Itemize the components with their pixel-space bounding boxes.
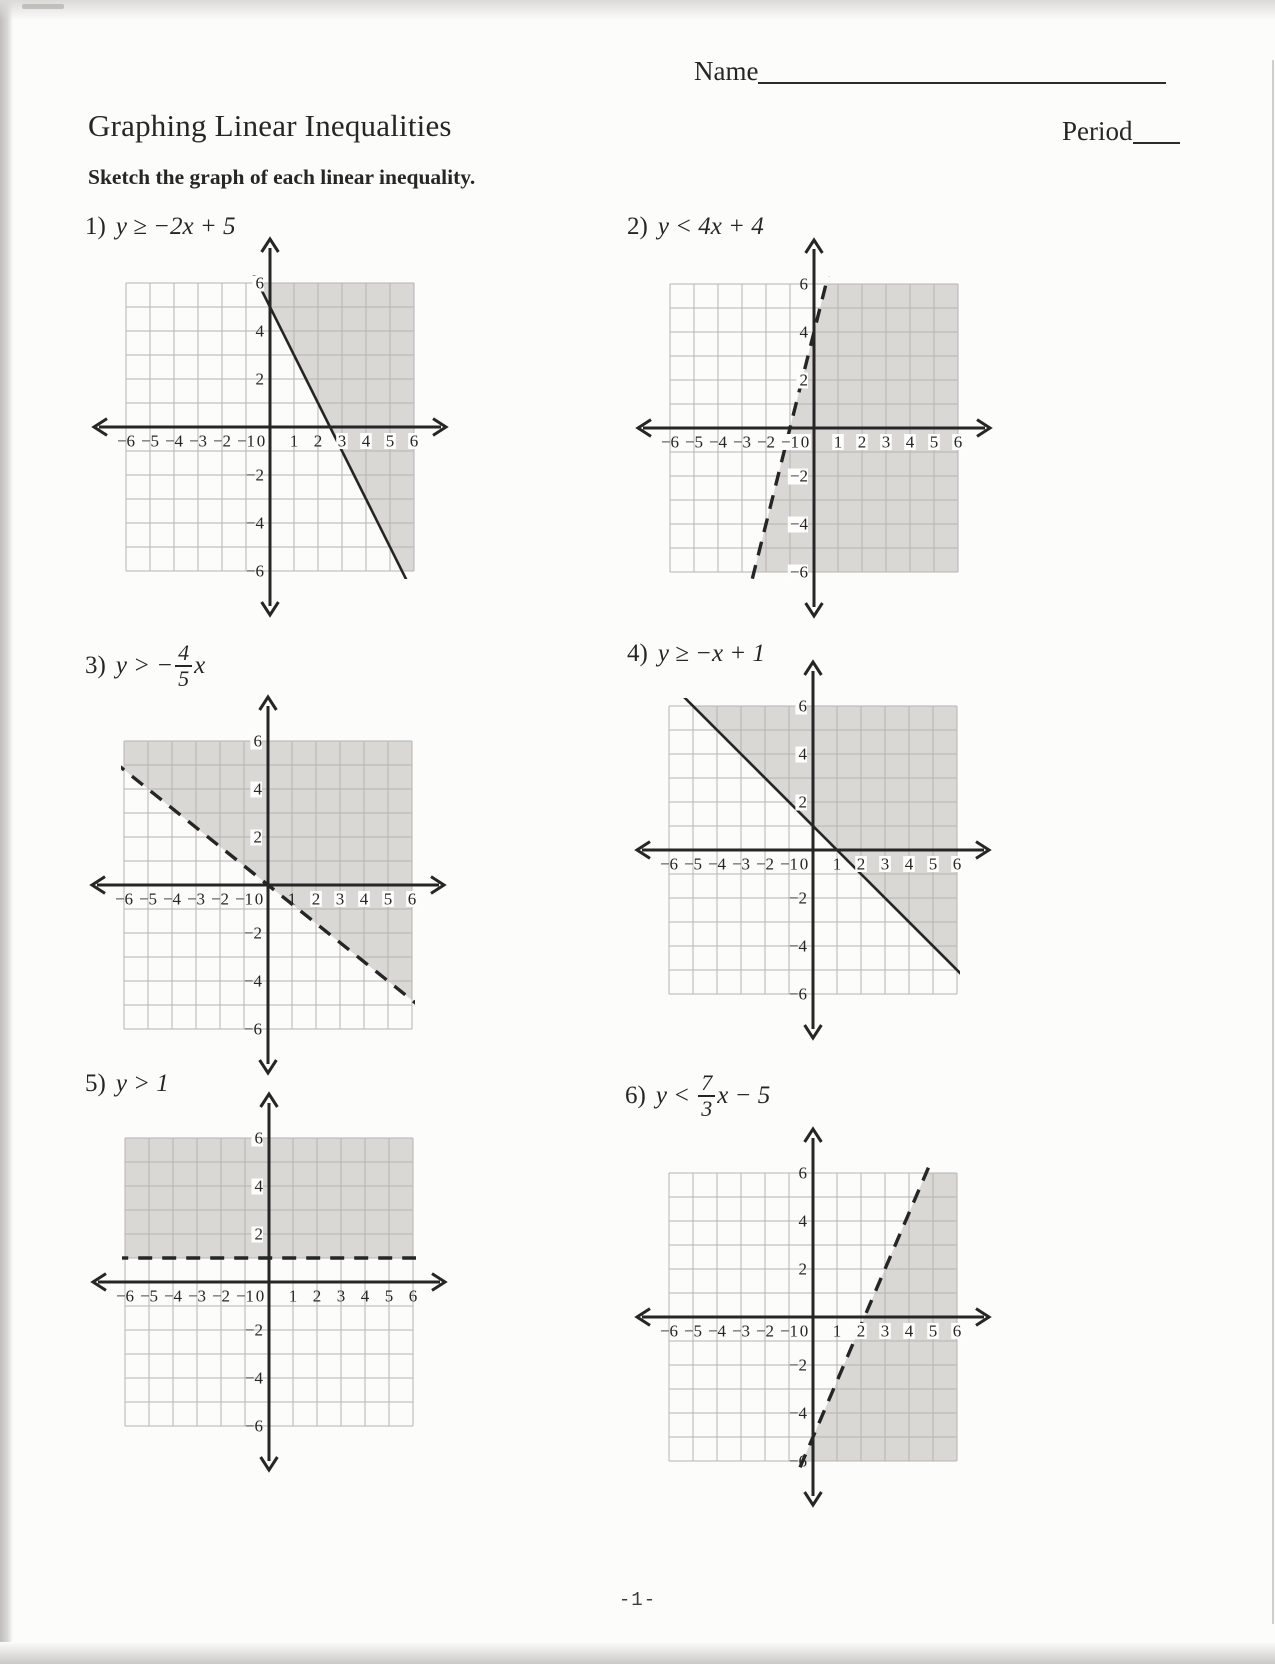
svg-text:−5: −5 <box>140 431 160 451</box>
period-field <box>1062 116 1180 147</box>
svg-text:4: 4 <box>798 1211 807 1231</box>
svg-text:2: 2 <box>798 1259 807 1279</box>
svg-text:−3: −3 <box>186 889 206 909</box>
svg-text:4: 4 <box>904 854 914 874</box>
svg-text:2: 2 <box>856 1321 866 1341</box>
svg-text:−6: −6 <box>788 1451 807 1471</box>
svg-text:−1: −1 <box>235 1286 255 1306</box>
svg-text:5: 5 <box>929 432 939 452</box>
svg-text:2: 2 <box>313 431 323 451</box>
fraction: $\frac{4}{5}$ <box>175 641 192 691</box>
svg-text:6: 6 <box>799 274 808 294</box>
equation: y ≥ −2x + 5 <box>115 213 236 240</box>
name-label: Name <box>694 56 759 86</box>
svg-text:0: 0 <box>254 889 264 909</box>
svg-text:1: 1 <box>832 1321 842 1341</box>
svg-text:−5: −5 <box>683 854 703 874</box>
scan-corner-mark <box>22 4 64 9</box>
svg-text:−2: −2 <box>212 431 232 451</box>
svg-text:−3: −3 <box>732 432 752 452</box>
svg-text:−4: −4 <box>789 514 808 534</box>
svg-text:−6: −6 <box>659 854 679 874</box>
svg-text:−2: −2 <box>755 1321 775 1341</box>
svg-text:−2: −2 <box>245 465 264 485</box>
svg-text:6: 6 <box>798 696 807 716</box>
svg-text:−6: −6 <box>244 1416 263 1436</box>
scan-edge-top <box>0 0 1275 20</box>
svg-text:−6: −6 <box>659 1321 679 1341</box>
svg-text:3: 3 <box>335 889 345 909</box>
svg-text:−1: −1 <box>779 854 799 874</box>
svg-text:6: 6 <box>254 1128 263 1148</box>
graph-4 <box>633 658 993 1042</box>
svg-text:1: 1 <box>288 1286 298 1306</box>
svg-text:−2: −2 <box>211 1286 231 1306</box>
svg-text:2: 2 <box>857 432 867 452</box>
period-blank-line <box>1133 142 1180 144</box>
svg-text:5: 5 <box>385 431 395 451</box>
equation: y > − $\frac{4}{5}$ x <box>115 640 206 691</box>
svg-text:3: 3 <box>880 1321 890 1341</box>
svg-text:−2: −2 <box>210 889 230 909</box>
svg-text:−4: −4 <box>243 971 262 991</box>
svg-text:−4: −4 <box>244 1368 263 1388</box>
svg-text:4: 4 <box>799 322 808 342</box>
svg-text:−3: −3 <box>731 854 751 874</box>
svg-text:0: 0 <box>799 854 809 874</box>
svg-text:−2: −2 <box>755 854 775 874</box>
svg-text:5: 5 <box>928 854 938 874</box>
svg-text:3: 3 <box>336 1286 346 1306</box>
svg-text:3: 3 <box>337 431 347 451</box>
svg-text:−4: −4 <box>162 889 182 909</box>
svg-text:−4: −4 <box>707 854 727 874</box>
svg-text:6: 6 <box>953 432 963 452</box>
problem-number: 5) <box>85 1070 106 1097</box>
equation: y < $\frac{7}{3}$ x − 5 <box>655 1070 771 1121</box>
svg-text:−1: −1 <box>780 432 800 452</box>
name-blank-line <box>758 82 1166 84</box>
svg-text:4: 4 <box>253 779 262 799</box>
svg-text:−2: −2 <box>788 1355 807 1375</box>
graph-2 <box>634 236 994 620</box>
svg-text:6: 6 <box>409 431 419 451</box>
svg-text:−6: −6 <box>245 561 264 581</box>
svg-text:6: 6 <box>408 1286 418 1306</box>
svg-text:0: 0 <box>256 431 266 451</box>
svg-text:−2: −2 <box>756 432 776 452</box>
svg-text:−4: −4 <box>708 432 728 452</box>
graph-1 <box>90 235 450 619</box>
svg-text:−5: −5 <box>138 889 158 909</box>
svg-text:4: 4 <box>255 321 264 341</box>
svg-text:3: 3 <box>880 854 890 874</box>
svg-text:−5: −5 <box>684 432 704 452</box>
svg-text:−6: −6 <box>660 432 680 452</box>
svg-text:−1: −1 <box>779 1321 799 1341</box>
svg-text:5: 5 <box>928 1321 938 1341</box>
name-field <box>694 56 1166 87</box>
svg-text:−2: −2 <box>243 923 262 943</box>
svg-text:1: 1 <box>833 432 843 452</box>
svg-text:−6: −6 <box>114 889 134 909</box>
svg-text:2: 2 <box>254 1224 263 1244</box>
svg-text:−3: −3 <box>731 1321 751 1341</box>
svg-text:4: 4 <box>359 889 369 909</box>
problem-number: 1) <box>85 213 106 240</box>
page-number: -1- <box>618 1589 657 1611</box>
svg-text:0: 0 <box>800 432 810 452</box>
instructions: Sketch the graph of each linear inequality. <box>88 165 476 189</box>
graph-5 <box>89 1090 449 1474</box>
svg-text:−2: −2 <box>788 888 807 908</box>
svg-text:5: 5 <box>383 889 393 909</box>
svg-text:−2: −2 <box>789 466 808 486</box>
svg-text:−3: −3 <box>187 1286 207 1306</box>
svg-text:−4: −4 <box>788 936 807 956</box>
svg-text:−2: −2 <box>244 1320 263 1340</box>
svg-text:6: 6 <box>952 1321 962 1341</box>
equation: y ≥ −x + 1 <box>657 640 765 667</box>
svg-text:1: 1 <box>289 431 299 451</box>
svg-text:−1: −1 <box>234 889 254 909</box>
page-title: Graphing Linear Inequalities <box>88 108 452 143</box>
scan-edge-left <box>0 0 13 1642</box>
svg-text:4: 4 <box>904 1321 914 1341</box>
svg-text:−6: −6 <box>243 1019 262 1039</box>
graph-3 <box>88 693 448 1077</box>
problem-number: 2) <box>627 213 648 240</box>
svg-text:−4: −4 <box>163 1286 183 1306</box>
svg-text:−6: −6 <box>116 431 136 451</box>
svg-text:−4: −4 <box>164 431 184 451</box>
svg-text:6: 6 <box>407 889 417 909</box>
svg-text:2: 2 <box>798 792 807 812</box>
svg-text:−5: −5 <box>683 1321 703 1341</box>
svg-text:6: 6 <box>798 1163 807 1183</box>
problem-6-label <box>625 1071 770 1121</box>
scan-edge-right <box>1272 60 1274 1624</box>
svg-text:−4: −4 <box>788 1403 807 1423</box>
svg-text:−5: −5 <box>139 1286 159 1306</box>
svg-text:4: 4 <box>361 431 371 451</box>
svg-text:−4: −4 <box>707 1321 727 1341</box>
svg-text:−1: −1 <box>236 431 256 451</box>
problem-number: 3) <box>85 651 106 679</box>
svg-text:−6: −6 <box>789 562 808 582</box>
problem-number: 6) <box>625 1081 646 1109</box>
fraction: $\frac{7}{3}$ <box>698 1071 715 1121</box>
svg-text:3: 3 <box>881 432 891 452</box>
equation: y < 4x + 4 <box>657 213 764 240</box>
svg-text:4: 4 <box>798 744 807 764</box>
svg-text:−6: −6 <box>788 984 807 1004</box>
svg-text:6: 6 <box>952 854 962 874</box>
problem-3-label <box>85 641 205 691</box>
equation: y > 1 <box>115 1070 169 1097</box>
svg-text:6: 6 <box>253 731 262 751</box>
svg-text:2: 2 <box>799 370 808 390</box>
svg-text:2: 2 <box>253 827 262 847</box>
graph-6 <box>633 1125 993 1509</box>
svg-text:−3: −3 <box>188 431 208 451</box>
svg-text:4: 4 <box>360 1286 370 1306</box>
svg-text:−4: −4 <box>245 513 264 533</box>
problem-number: 4) <box>627 640 648 667</box>
svg-text:5: 5 <box>384 1286 394 1306</box>
svg-text:2: 2 <box>311 889 321 909</box>
svg-text:2: 2 <box>312 1286 322 1306</box>
svg-text:−6: −6 <box>115 1286 135 1306</box>
svg-text:0: 0 <box>255 1286 265 1306</box>
svg-text:1: 1 <box>287 889 297 909</box>
svg-text:2: 2 <box>255 369 264 389</box>
svg-text:6: 6 <box>255 273 264 293</box>
svg-text:1: 1 <box>832 854 842 874</box>
svg-text:4: 4 <box>905 432 915 452</box>
period-label: Period <box>1062 116 1133 146</box>
svg-text:4: 4 <box>254 1176 263 1196</box>
svg-text:0: 0 <box>799 1321 809 1341</box>
scan-edge-bottom <box>0 1642 1275 1664</box>
svg-text:2: 2 <box>856 854 866 874</box>
